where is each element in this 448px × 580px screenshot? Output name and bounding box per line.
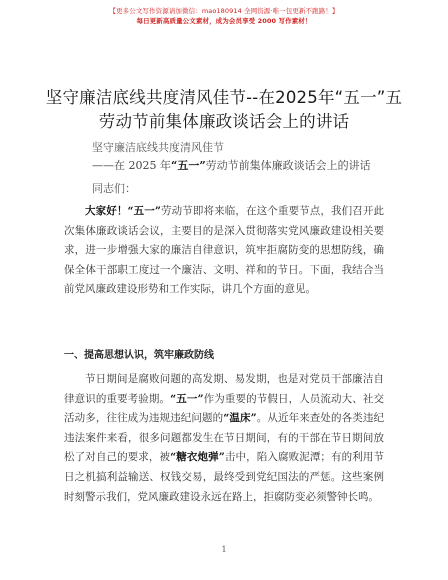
p2-part-g: 击中，陷入腐败泥潭；有的利用节日之机搞利益输送、权钱交易，最终受到党纪国法的严惩。这些案例时刻警示我们，党风廉政建设永远在路上，拒腐防变必须警钟长鸣。: [64, 451, 384, 503]
subtitle-main: 坚守廉洁底线共度清风佳节: [92, 141, 224, 154]
p2-part-a: 节日期间是腐败问题的高发期、易发期，也是对党员干部廉洁自律意识的重要考验期。: [64, 373, 384, 405]
p2-part-f: “糖衣炮弹”: [170, 451, 225, 464]
subtitle-occasion: [92, 158, 371, 174]
p2-part-e: 。从近年来查处的各类违纪违法案件来看，很多问题都发生在节日期间，有的干部在节日期间放松了对自己的要求，被: [64, 412, 384, 464]
salutation: 同志们：: [92, 182, 136, 195]
page-number: 1: [221, 545, 227, 554]
promo-banner-line1: 【更多公文写作资源请加微信：mao180914 全网资源·唯一包更新不跑路！】: [109, 7, 339, 15]
paragraph-opening-text: 劳动节即将来临，在这个重要节点，我们召开此次集体廉政谈话会议，主要目的是深入贯彻落实党风廉政建设相关要求，进一步增强大家的廉洁自律意识，筑牢拒腐防变的思想防线，确保全体干部职工度过一个廉洁、文明、祥和的节日。下面，我结合当前党风廉政建设形势和工作实际，讲几个方面的意见。: [64, 205, 384, 296]
paragraph-opening: [64, 202, 384, 300]
paragraph-section-1: [64, 370, 384, 507]
section-heading-1: 一、提高思想认识，筑牢廉政防线: [64, 350, 214, 361]
document-title: 坚守廉洁底线共度清风佳节--在2025年“五一”五劳动节前集体廉政谈话会上的讲话: [45, 88, 403, 131]
promo-banner-line2: 每日更新高质量公文素材，成为会员享受 2000 写作素材！: [136, 17, 312, 25]
p2-part-d: “温床”: [223, 412, 257, 425]
promo-banner: [0, 6, 448, 26]
subtitle-occasion-prefix: ——在 2025 年: [92, 159, 171, 172]
subtitle-occasion-bold: “五一”: [171, 159, 206, 172]
p2-part-c: 作为重要的节假日，人员流动大、社交活动多，往往成为违规违纪问题的: [64, 392, 384, 425]
subtitle-occasion-suffix: 劳动节前集体廉政谈话会上的讲话: [205, 159, 371, 172]
p2-part-b: “五一”: [170, 392, 204, 405]
paragraph-opening-lead: 大家好！“五一”: [85, 205, 161, 217]
